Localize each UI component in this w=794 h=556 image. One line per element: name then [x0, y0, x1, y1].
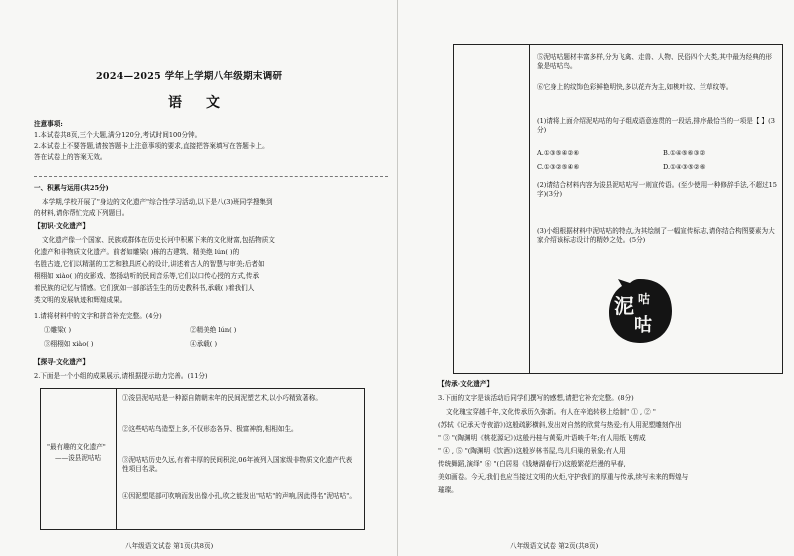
nigugu-logo-icon	[604, 275, 676, 347]
question-1: 1.请将材料中的文字和拼音补充完整。(4分)	[34, 312, 162, 320]
exam-title: 2024—2025 学年上学期八年级期末调研	[96, 71, 283, 82]
q3-line-1: 文化瑰宝穿越千年,文化传承历久弥新。有人在辛追转移上绘制" ① , ② "	[446, 408, 656, 416]
nigugu-logo	[604, 275, 676, 347]
svg-text:咕: 咕	[638, 292, 651, 306]
q1-item-2: ②精美绝 lún( )	[190, 326, 237, 334]
section1-intro-1: 本学期,学校开展了"身边的文化遗产"综合性学习活动,以下是八(3)班同学搜集到	[42, 198, 273, 206]
option-d: D.①④③⑤②⑥	[663, 163, 706, 171]
section1-intro-2: 的材料,请你帮忙完成下列题目。	[34, 209, 129, 217]
exam-page-2	[397, 0, 794, 556]
q3-line-4: " ④ , ⑤ "(陶渊明《饮酒》)这般岁林书屋,鸟儿归巢的景象;有人用	[438, 447, 626, 455]
svg-text:咕: 咕	[634, 315, 652, 336]
table-row: ①浚县泥咕咕是一种源自隋朝末年的民间泥塑艺术,以小巧精致著称。	[122, 394, 322, 402]
passage-line-2: 化遗产和非物质文化遗产。前者如雕梁( )栋的古建筑、精美绝 lún( )的	[34, 248, 240, 256]
passage-line-1: 文化遗产像一个国家、民族或群体在历史长河中积累下来的文化财富,包括物质文	[42, 236, 275, 244]
page-footer-1: 八年级语文试卷 第1页(共8页)	[125, 542, 214, 550]
passage-line-6: 类文明的发展轨迹和辉煌成果。	[34, 296, 127, 304]
passage-line-3: 名胜古迹,它们以精湛的工艺和独具匠心的设计,讲述着古人的智慧与审美;后者如	[34, 260, 265, 268]
question-2-2: (2)请结合材料内容为浚县泥咕咕写一则宣传语。(至少使用一种修辞手法,不超过15字)(3分)	[537, 181, 777, 198]
subject-title: 语文	[168, 95, 244, 111]
q3-line-5: 传统舞蹈,演绎" ⑥ "(白居易《钱塘湖春行》)这般繁花烂漫的早春,	[438, 460, 626, 468]
notice-item-2: 2.本试卷上不要答题,请按答题卡上注意事项的要求,直接把答案填写在答题卡上。	[34, 142, 269, 150]
table-left-cell-cont	[454, 45, 530, 373]
question-2-3: (3)小组根据材料中泥咕咕的特点,为其绘制了一幅宣传标志,请你结合构图要素为大家介绍该标志设计的精妙之处。(5分)	[537, 227, 775, 244]
subsection-explore: 【探寻·文化遗产】	[34, 358, 90, 366]
q1-item-4: ④承载( )	[190, 340, 218, 348]
q3-line-6: 美如画卷。今天,我们也应当接过文明的火炬,守护我们的厚重与传承,续写未来的辉煌与	[438, 473, 689, 481]
subsection-inherit: 【传承·文化遗产】	[438, 380, 494, 388]
showcase-table	[40, 388, 365, 530]
question-2: 2.下面是一个小组的成果展示,请根据提示助力完善。(11分)	[34, 372, 208, 380]
table-row: ④因泥塑尾部可吹响而发出像小孔,吹之能发出"咕咕"的声响,因此得名"泥咕咕"。	[122, 492, 356, 500]
notice-title: 注意事项:	[34, 120, 63, 128]
page-footer-2: 八年级语文试卷 第2页(共8页)	[510, 542, 599, 550]
q1-item-3: ③栩栩如 xiào( )	[44, 340, 94, 348]
table-left-label-1: "最有趣的文化遗产"	[47, 443, 106, 451]
table-row: ②这些咕咕鸟造型上多,不仅形态各异、极富神韵,相相如生。	[122, 425, 298, 433]
q1-item-1: ①雕梁( )	[44, 326, 72, 334]
list-item: ⑤泥咕咕题材丰富多样,分为飞禽、走兽、人物、民俗四个大类,其中最为经典的形象是咕咕鸟。	[537, 53, 772, 70]
option-c: C.①③②⑤④⑥	[537, 163, 580, 171]
subsection-initial: 【初识·文化遗产】	[34, 222, 90, 230]
table-left-cell	[41, 389, 117, 529]
q3-line-3: " ③ "(陶渊明《桃花源记》)这般丹桂与黄菊,叶语映千年;有人用纸飞剪成	[438, 434, 646, 442]
svg-text:泥: 泥	[614, 294, 634, 318]
question-3: 3.下面的文字是该活动后同学们撰写的感想,请把它补充完整。(8分)	[438, 394, 634, 402]
divider	[34, 176, 388, 177]
table-row: ③泥咕咕历史久远,有着丰厚的民间积淀,06年被列入国家级非物质文化遗产代表性项目名录。	[122, 456, 353, 473]
question-2-1: (1)请将上面介绍泥咕咕的句子组成语意连贯的一段话,排序最恰当的一项是【 】(3分)	[537, 117, 775, 134]
table-left-label-2: ——浚县泥咕咕	[55, 454, 102, 462]
q3-line-7: 璀璨。	[438, 486, 458, 494]
option-a: A.①③⑤④②⑥	[537, 149, 580, 157]
passage-line-5: 着民族的记忆与情感。它们犹如一部部活生生的历史教科书,承载( )着我们人	[34, 284, 255, 292]
list-item: ⑥它身上的纹饰色彩鲜艳明快,多以花卉为主,如桃叶纹、兰草纹等。	[537, 83, 733, 91]
notice-item-3: 答在试卷上的答案无效。	[34, 153, 107, 161]
option-b: B.①④⑤⑥③②	[663, 149, 706, 157]
section1-heading: 一、积累与运用(共25分)	[34, 184, 109, 192]
table-right-cell	[118, 389, 364, 529]
q3-line-2: (苏轼《记承天寺夜游》)这般疏影横斜,发出对自然的欣赏与热爱;有人用泥塑雕刻作出	[438, 421, 682, 429]
passage-line-4: 栩栩如 xiào( )的皮影戏、悠扬动听的民间音乐等,它们以口传心授的方式,传承	[34, 272, 260, 280]
notice-item-1: 1.本试卷共8页,三个大题,满分120分,考试时间100分钟。	[34, 131, 202, 139]
